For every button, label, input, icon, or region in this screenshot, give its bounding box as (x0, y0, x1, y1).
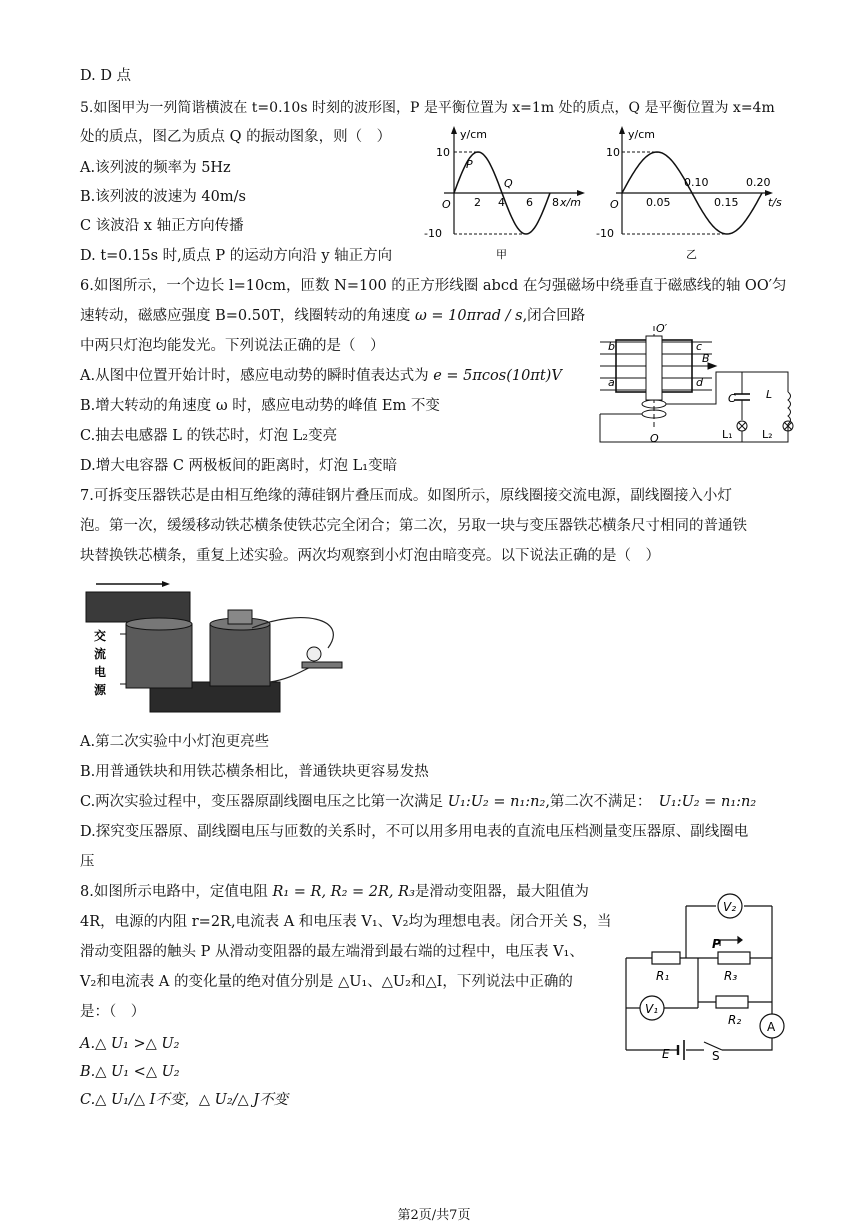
q6-option-a-formula: e = 5πcos(10πt)V (433, 368, 562, 384)
q8-option-c: C.△ U₁/△ I不变，△ U₂/△ J不变 (80, 1092, 289, 1108)
q8-stem-line1-text: 8.如图所示电路中，定值电阻 (80, 884, 273, 900)
q8-option-b: B.△ U₁ <△ U₂ (80, 1064, 180, 1080)
fig6-C: C (728, 392, 736, 405)
jia-tick-2: 2 (474, 196, 481, 209)
yi-xlabel: t/s (768, 196, 782, 209)
jia-tick-6: 6 (526, 196, 533, 209)
fig8-p: P (712, 937, 721, 951)
fig6-L: L (766, 388, 773, 401)
q7-option-d-line1: D.探究变压器原、副线圈电压与匝数的关系时，不可以用多用电表的直流电压档测量变压器原、副线圈电 (80, 824, 749, 840)
circuit-wire-bottom (600, 414, 788, 442)
q8-stem-line3: 滑动变阻器的触头 P 从滑动变阻器的最左端滑到最右端的过程中，电压表 V₁、 (80, 944, 584, 960)
q5-option-c: C 该波沿 x 轴正方向传播 (80, 218, 244, 234)
q8-stem-line5: 是：（ ） (80, 1004, 146, 1020)
fig6-B: B (702, 352, 710, 365)
fig6-L2: L₂ (762, 428, 773, 441)
fig6-b: b (608, 340, 615, 353)
jia-xlabel: x/m (560, 196, 581, 209)
jia-label-p: P (466, 158, 473, 171)
fig6-a: a (608, 376, 615, 389)
jia-caption: 甲 (496, 248, 507, 261)
page-footer: 第2页/共7页 (397, 1208, 471, 1223)
q4-option-d: D. D 点 (80, 68, 132, 84)
q7-stem-line3: 块替换铁芯横条，重复上述实验。两次均观察到小灯泡由暗变亮。以下说法正确的是（ ） (80, 548, 660, 564)
q8-option-a: A.△ U₁ >△ U₂ (80, 1036, 180, 1052)
q7-stem-line1: 7.可拆变压器铁芯是由相互绝缘的薄硅钢片叠压而成。如图所示，原线圈接交流电源，副线圈接入小灯 (80, 488, 732, 504)
q5-wave-graph-jia (420, 122, 590, 262)
q7-option-c-text-2: ,第二次不满足： (545, 794, 645, 810)
resistor-r1 (652, 952, 680, 964)
resistor-r3 (718, 952, 750, 964)
fig8-r2: R₂ (728, 1013, 742, 1027)
jia-tick-4: 4 (498, 196, 505, 209)
core-post (228, 610, 252, 624)
inductor-coil (788, 392, 791, 424)
fig6-d: d (696, 376, 703, 389)
q6-option-c: C.抽去电感器 L 的铁芯时，灯泡 L₂变亮 (80, 428, 338, 444)
fig6-L1: L₁ (722, 428, 733, 441)
slide-arrow-head (162, 581, 170, 587)
fig6-c: c (696, 340, 703, 353)
q5-stem-line1: 5.如图甲为一列简谐横波在 t=0.10s 时刻的波形图，P 是平衡位置为 x=1m 处的质点，Q 是平衡位置为 x=4m (80, 100, 775, 116)
yi-caption: 乙 (686, 248, 697, 261)
fig8-e: E (662, 1047, 670, 1060)
jia-y-top: 10 (436, 146, 450, 159)
q6-stem-line1: 6.如图所示，一个边长 l=10cm，匝数 N=100 的正方形线圈 abcd 在匀强磁场中绕垂直于磁感线的轴 OO′匀 (80, 278, 787, 294)
yi-origin: O (610, 198, 619, 211)
q6-omega-formula: ω = 10πrad / s (414, 308, 523, 324)
fig8-r3: R₃ (724, 969, 738, 983)
q6-stem-line3: 中两只灯泡均能发光。下列说法正确的是（ ） (80, 338, 385, 354)
yi-y-bottom: -10 (596, 227, 614, 240)
q8-stem-line4: V₂和电流表 A 的变化量的绝对值分别是 △U₁、△U₂和△I，下列说法中正确的 (80, 974, 573, 990)
q8-stem-line1-tail: 是滑动变阻器，最大阻值为 (414, 884, 589, 900)
ac-source-label-4: 源 (94, 683, 107, 697)
q6-option-d: D.增大电容器 C 两极板间的距离时，灯泡 L₁变暗 (80, 458, 398, 474)
q5-stem-line2: 处的质点，图乙为质点 Q 的振动图象，则（ ） (80, 129, 392, 145)
lamp-base (302, 662, 342, 668)
yi-ylabel: y/cm (628, 128, 655, 141)
fig6-o-top: O′ (656, 322, 668, 335)
q7-option-c (80, 792, 756, 812)
yi-tick-015: 0.15 (714, 196, 739, 209)
yi-y-top: 10 (606, 146, 620, 159)
jia-label-q: Q (504, 177, 513, 190)
q8-stem-formula: R₁ = R, R₂ = 2R, R₃ (272, 884, 415, 900)
q8-stem-line1 (80, 882, 589, 902)
iron-bar-top (86, 592, 190, 622)
q5-option-b: B.该列波的波速为 40m/s (80, 189, 246, 205)
fig6-o-bottom: O (650, 432, 659, 445)
q6-option-a (80, 366, 562, 386)
q8-stem-line2: 4R，电源的内阻 r=2R,电流表 A 和电压表 V₁、V₂均为理想电表。闭合开关 S，当 (80, 914, 612, 930)
ac-source-label-1: 交 (94, 629, 107, 643)
q6-stem-line2 (80, 306, 585, 326)
q6-option-b: B.增大转动的角速度 ω 时，感应电动势的峰值 Em 不变 (80, 398, 440, 414)
q7-transformer-photo (80, 578, 380, 723)
wire-ammeter-switch (722, 1038, 772, 1050)
q7-option-d-line2: 压 (80, 854, 95, 870)
jia-tick-8: 8 (552, 196, 559, 209)
coil-shaft (646, 336, 662, 400)
q5-option-d: D. t=0.15s 时,质点 P 的运动方向沿 y 轴正方向 (80, 248, 393, 264)
q7-option-c-formula-1: U₁:U₂ = n₁:n₂ (447, 794, 546, 810)
q6-stem-line2-text: 速转动，磁感应强度 B=0.50T，线圈转动的角速度 (80, 308, 415, 324)
ac-source-label-2: 流 (94, 647, 107, 661)
fig8-s: S (712, 1049, 720, 1060)
primary-coil-top (126, 618, 192, 630)
q7-option-c-text: C.两次实验过程中，变压器原副线圈电压之比第一次满足 (80, 794, 448, 810)
fig8-v1: V₁ (645, 1002, 659, 1016)
q7-option-c-formula-2: U₁:U₂ = n₁:n₂ (658, 794, 757, 810)
primary-coil (126, 624, 192, 688)
jia-ylabel: y/cm (460, 128, 487, 141)
q5-vibration-graph-yi (596, 122, 786, 262)
fig8-r1: R₁ (656, 969, 670, 983)
q6-option-a-text: A.从图中位置开始计时，感应电动势的瞬时值表达式为 (80, 368, 434, 384)
yi-tick-005: 0.05 (646, 196, 671, 209)
slider-arrow (738, 937, 742, 943)
lamp-bulb (307, 647, 321, 661)
resistor-r2 (716, 996, 748, 1008)
jia-y-bottom: -10 (424, 227, 442, 240)
fig8-v2: V₂ (723, 900, 737, 914)
yi-tick-010: 0.10 (684, 176, 709, 189)
yi-y-arrow (619, 126, 625, 134)
q6-stem-line2-tail: ,闭合回路 (522, 308, 586, 324)
fig8-a: A (767, 1020, 776, 1034)
ac-source-label-3: 电 (94, 665, 107, 679)
q7-option-b: B.用普通铁块和用铁芯横条相比，普通铁块更容易发热 (80, 764, 429, 780)
jia-origin: O (442, 198, 451, 211)
q7-stem-line2: 泡。第一次，缓缓移动铁芯横条使铁芯完全闭合；第二次，另取一块与变压器铁芯横条尺寸相同的普通铁 (80, 518, 747, 534)
q7-option-a: A.第二次实验中小灯泡更亮些 (80, 734, 270, 750)
q6-coil-circuit-figure (592, 320, 797, 448)
q8-circuit-figure (612, 890, 802, 1060)
jia-y-arrow (451, 126, 457, 134)
q5-option-a: A.该列波的频率为 5Hz (80, 160, 231, 176)
yi-tick-020: 0.20 (746, 176, 771, 189)
secondary-coil (210, 624, 270, 686)
